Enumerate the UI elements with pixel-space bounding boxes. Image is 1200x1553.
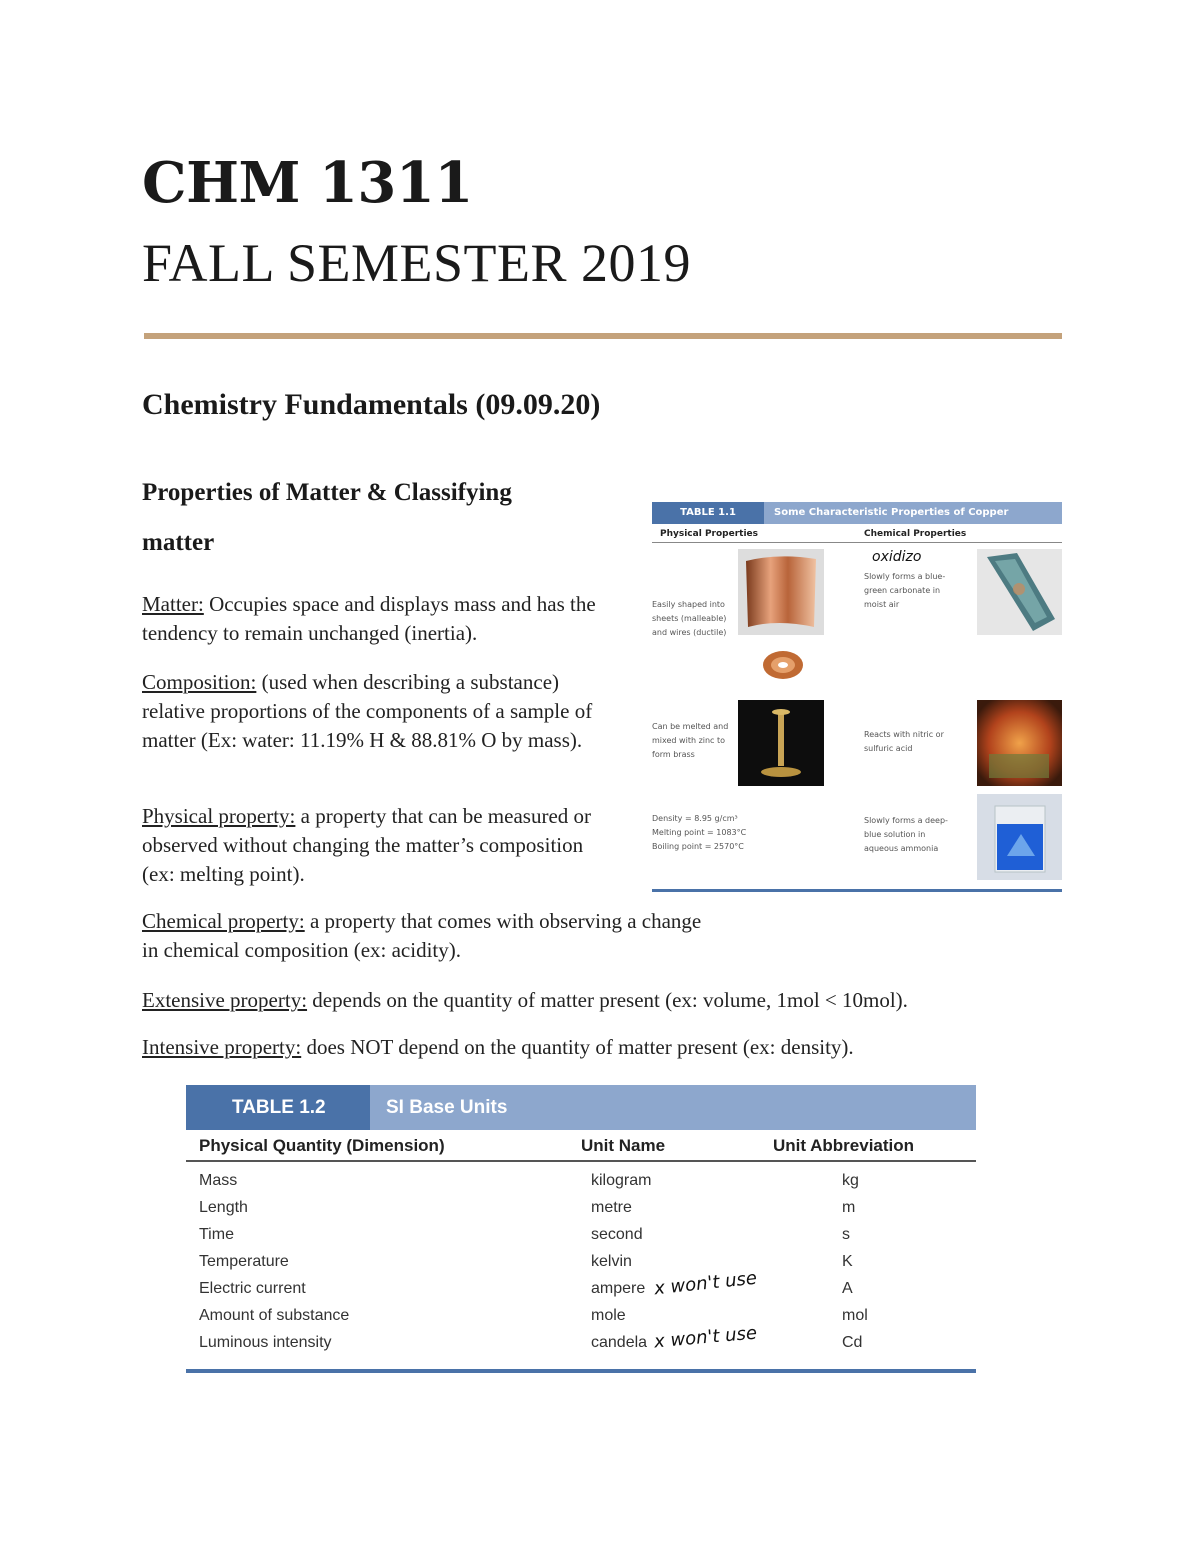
definition-extensive-property	[142, 986, 1042, 1015]
column-header-chemical: Chemical Properties	[864, 529, 967, 539]
table-row	[186, 1334, 976, 1361]
copper-sheet-photo	[738, 549, 824, 635]
acid-reaction-photo	[977, 700, 1062, 786]
handwritten-annotation: x won't use	[653, 1267, 758, 1300]
table-header	[186, 1085, 976, 1130]
table-row	[186, 1226, 976, 1253]
semester-title: FALL SEMESTER 2019	[142, 233, 692, 293]
table-row	[186, 1172, 976, 1199]
table-bottom-rule	[652, 889, 1062, 892]
si-base-units-table	[186, 1085, 976, 1375]
definition-chemical-property	[142, 907, 712, 965]
physical-property-text: Easily shaped into sheets (malleable) and wires (ductile)	[652, 600, 727, 637]
table-title: SI Base Units	[386, 1097, 508, 1118]
handwritten-note: oxidizo	[872, 549, 922, 565]
definition-text: a property that can be measured or observed without changing the matter’s composition (ex: melting point).	[142, 804, 592, 886]
definition-term: Matter:	[142, 592, 204, 616]
patina-copper-photo	[977, 549, 1062, 635]
copper-properties-table	[652, 502, 1062, 894]
physical-property-text: Can be melted and mixed with zinc to form brass	[652, 722, 729, 759]
table-title: Some Characteristic Properties of Copper	[774, 507, 1009, 518]
chemical-property-text: Slowly forms a deep-blue solution in aqueous ammonia	[864, 816, 948, 853]
table-row	[186, 1280, 976, 1307]
course-title: CHM 1311	[142, 150, 473, 216]
quantity-cell: Length	[199, 1199, 248, 1216]
definition-text: (used when describing a substance) relative proportions of the components of a sample of matter (Ex: water: 11.19% H & 88.81% O by mass).	[142, 670, 593, 752]
table-label: TABLE 1.2	[186, 1085, 370, 1130]
table-label: TABLE 1.1	[652, 502, 764, 524]
definition-text: Occupies space and displays mass and has the tendency to remain unchanged (inertia).	[142, 592, 596, 645]
definition-matter	[142, 590, 622, 648]
unit-name-cell: ampere	[591, 1280, 646, 1297]
table-row	[186, 1199, 976, 1226]
definition-composition	[142, 668, 602, 755]
unit-name-cell: kilogram	[591, 1172, 652, 1189]
table-header	[652, 502, 1062, 524]
abbreviation-cell: mol	[842, 1307, 868, 1324]
definition-text: depends on the quantity of matter present (ex: volume, 1mol < 10mol).	[307, 988, 908, 1012]
unit-name-cell: candela	[591, 1334, 648, 1351]
table-bottom-rule	[186, 1369, 976, 1373]
physical-property-text: Density = 8.95 g/cm³ Melting point = 1083°C Boiling point = 2570°C	[652, 814, 747, 851]
table-row	[186, 1253, 976, 1280]
definition-text: a property that comes with observing a change in chemical composition (ex: acidity).	[142, 909, 702, 962]
abbreviation-cell: K	[842, 1253, 853, 1270]
definition-intensive-property	[142, 1033, 1042, 1062]
table-row	[186, 1307, 976, 1334]
unit-name-cell: second	[591, 1226, 643, 1243]
quantity-cell: Amount of substance	[199, 1307, 350, 1324]
quantity-cell: Luminous intensity	[199, 1334, 332, 1351]
handwritten-annotation: x won't use	[653, 1322, 758, 1353]
abbreviation-cell: s	[842, 1226, 850, 1243]
abbreviation-cell: m	[842, 1199, 856, 1216]
brass-candlestick-photo	[738, 700, 824, 786]
quantity-cell: Mass	[199, 1172, 238, 1189]
abbreviation-cell: kg	[842, 1172, 859, 1189]
quantity-cell: Temperature	[199, 1253, 289, 1270]
definition-text: does NOT depend on the quantity of matter present (ex: density).	[301, 1035, 854, 1059]
subsection-title: Properties of Matter & Classifying matter	[142, 479, 512, 556]
column-header-quantity: Physical Quantity (Dimension)	[199, 1136, 445, 1155]
header-rule	[652, 542, 1062, 543]
definition-term: Composition:	[142, 670, 257, 694]
unit-name-cell: kelvin	[591, 1253, 632, 1270]
column-header-physical: Physical Properties	[660, 529, 758, 539]
abbreviation-cell: Cd	[842, 1334, 863, 1351]
copper-wire-photo	[758, 642, 808, 688]
unit-name-cell: mole	[591, 1307, 626, 1324]
unit-name-cell: metre	[591, 1199, 632, 1216]
chemical-property-text: Reacts with nitric or sulfuric acid	[864, 730, 944, 753]
definition-term: Chemical property:	[142, 909, 305, 933]
column-header-unit-name: Unit Name	[581, 1136, 666, 1155]
header-divider	[144, 333, 1062, 339]
ammonia-solution-photo	[977, 794, 1062, 880]
column-header-abbreviation: Unit Abbreviation	[773, 1136, 915, 1155]
definition-term: Intensive property:	[142, 1035, 302, 1059]
quantity-cell: Time	[199, 1226, 234, 1243]
definition-term: Extensive property:	[142, 988, 308, 1012]
chemical-property-text: Slowly forms a blue-green carbonate in moist air	[864, 572, 946, 609]
abbreviation-cell: A	[842, 1280, 853, 1297]
section-title: Chemistry Fundamentals (09.09.20)	[142, 388, 601, 421]
definition-term: Physical property:	[142, 804, 296, 828]
quantity-cell: Electric current	[199, 1280, 306, 1297]
header-rule	[186, 1160, 976, 1162]
definition-physical-property	[142, 802, 592, 889]
